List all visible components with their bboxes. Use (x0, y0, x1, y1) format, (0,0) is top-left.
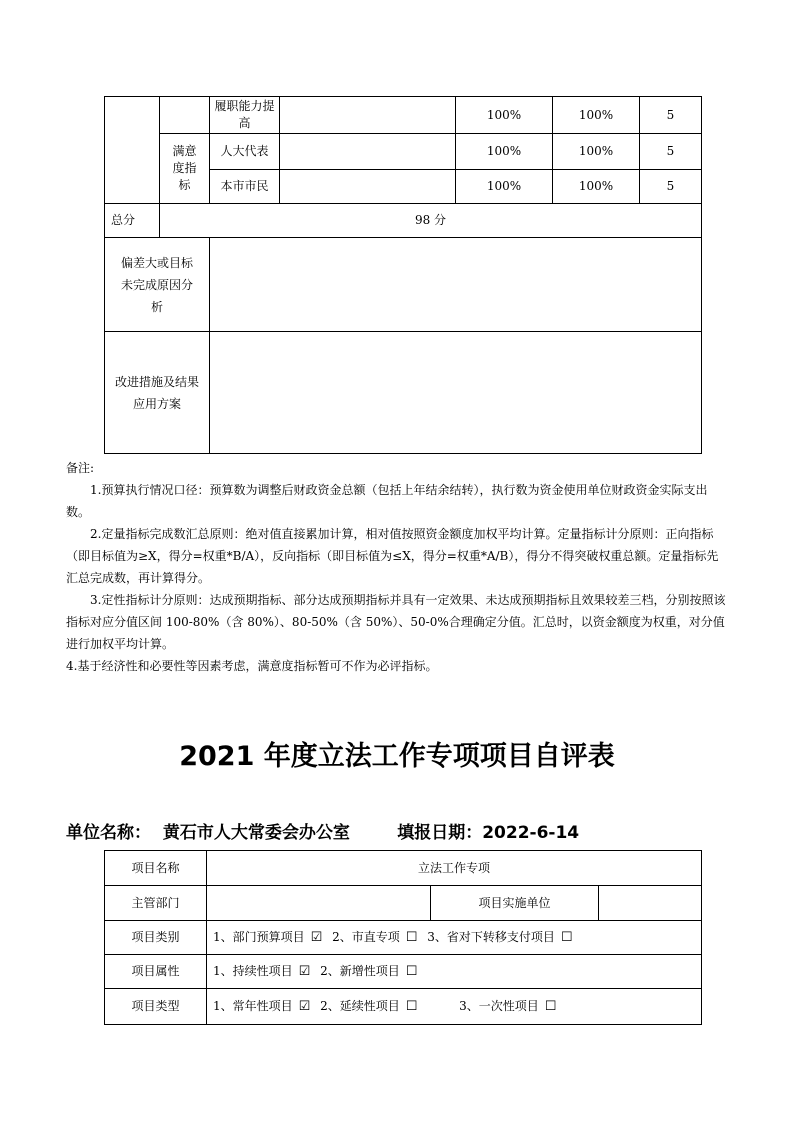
option-label: 1、部门预算项目 (213, 930, 305, 944)
option-label: 2、新增性项目 (320, 964, 400, 978)
page-title: 2021 年度立法工作专项项目自评表 (179, 741, 615, 772)
project-table (104, 850, 702, 1025)
project-name-label: 项目名称 (105, 851, 207, 886)
blank-cell (280, 97, 456, 134)
option-label: 3、一次性项目 (459, 999, 539, 1013)
date-label: 填报日期： (397, 823, 483, 843)
total-label: 总分 (105, 204, 160, 238)
blank-cell (280, 134, 456, 170)
note-item: 2.定量指标完成数汇总原则：绝对值直接累加计算，相对值按照资金额度加权平均计算。定量指标计分原则：正向指标（即目标值为≥X，得分=权重*B/A），反向指标（即目标值为≤X，得分=权重*A/B），得分不得突破权重总额。定量指标先汇总完成数，再计算得分。 (66, 527, 719, 585)
deviation-content (210, 238, 702, 332)
impl-value (599, 886, 702, 921)
category-options (207, 921, 702, 955)
checkbox-unchecked[interactable]: ☐ (560, 930, 573, 945)
note-item: 1.预算执行情况口径：预算数为调整后财政资金总额（包括上年结余结转），执行数为资金使用单位财政资金实际支出数。 (66, 483, 708, 519)
note-item: 4.基于经济性和必要性等因素考虑，满意度指标暂可不作为必评指标。 (66, 659, 438, 673)
category-label: 项目类别 (105, 921, 207, 955)
actual-cell: 100% (553, 97, 640, 134)
checkbox-checked[interactable]: ☑ (298, 999, 311, 1014)
project-name-value: 立法工作专项 (207, 851, 702, 886)
option-label: 1、持续性项目 (213, 964, 293, 978)
option-label: 2、延续性项目 (320, 999, 400, 1013)
improvement-content (210, 332, 702, 454)
unit-value: 黄石市人大常委会办公室 (162, 823, 350, 843)
indicator-cell: 本市市民 (210, 170, 280, 204)
score-cell: 5 (640, 134, 702, 170)
checkbox-unchecked[interactable]: ☐ (544, 999, 557, 1014)
score-cell: 5 (640, 97, 702, 134)
impl-label: 项目实施单位 (431, 886, 599, 921)
actual-cell: 100% (553, 134, 640, 170)
checkbox-checked[interactable]: ☑ (310, 930, 323, 945)
attribute-options (207, 955, 702, 989)
score-cell: 5 (640, 170, 702, 204)
unit-line (66, 818, 579, 843)
checkbox-checked[interactable]: ☑ (298, 964, 311, 979)
satisfaction-label: 满意度指标 (160, 134, 210, 204)
checkbox-unchecked[interactable]: ☐ (405, 999, 418, 1014)
blank-cell (105, 97, 160, 204)
improvement-label: 改进措施及结果应用方案 (105, 332, 210, 454)
type-label: 项目类型 (105, 989, 207, 1025)
option-label: 2、市直专项 (332, 930, 400, 944)
target-cell: 100% (456, 97, 553, 134)
target-cell: 100% (456, 170, 553, 204)
dept-value (207, 886, 431, 921)
blank-cell (280, 170, 456, 204)
notes-heading: 备注: (66, 461, 95, 475)
indicator-cell: 履职能力提高 (210, 97, 280, 134)
indicator-cell: 人大代表 (210, 134, 280, 170)
checkbox-unchecked[interactable]: ☐ (405, 930, 418, 945)
deviation-label: 偏差大或目标未完成原因分析 (105, 238, 210, 332)
note-item: 3.定性指标计分原则：达成预期指标、部分达成预期指标并具有一定效果、未达成预期指标且效果较差三档，分别按照该指标对应分值区间 100-80%（含 80%）、80-50%（含 50%）、50-0%合理确定分值。汇总时，以资金额度为权重，对分值进行加权平均计算。 (66, 593, 726, 651)
notes-section (66, 457, 730, 677)
target-cell: 100% (456, 134, 553, 170)
type-options (207, 989, 702, 1025)
total-value: 98 分 (160, 204, 702, 238)
attribute-label: 项目属性 (105, 955, 207, 989)
checkbox-unchecked[interactable]: ☐ (405, 964, 418, 979)
date-value: 2022-6-14 (482, 823, 580, 843)
option-label: 1、常年性项目 (213, 999, 293, 1013)
dept-label: 主管部门 (105, 886, 207, 921)
blank-cell (160, 97, 210, 134)
actual-cell: 100% (553, 170, 640, 204)
option-label: 3、省对下转移支付项目 (427, 930, 555, 944)
evaluation-table (104, 96, 702, 454)
unit-label: 单位名称： (66, 823, 151, 843)
